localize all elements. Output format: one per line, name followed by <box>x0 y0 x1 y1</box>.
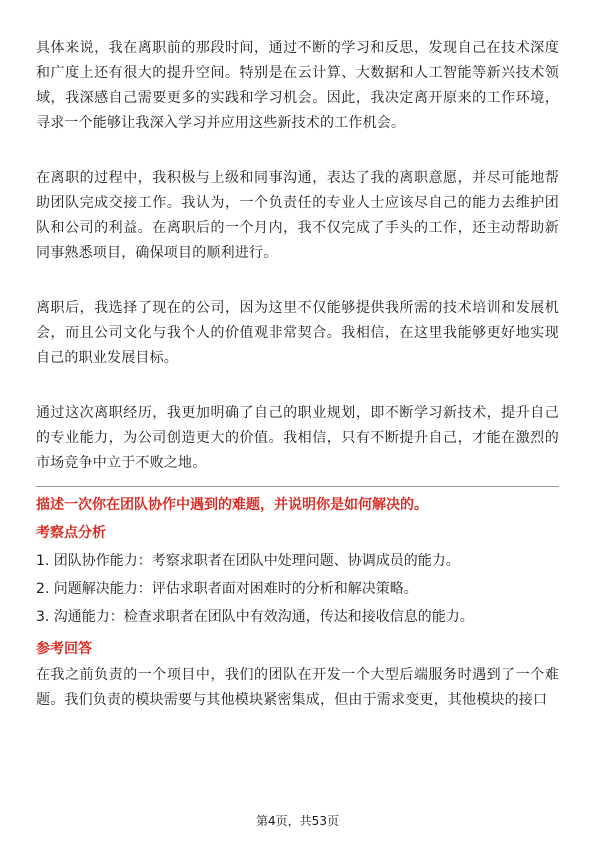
paragraph-4: 通过这次离职经历，我更加明确了自己的职业规划，即不断学习新技术，提升自己的专业能力，为公司创造更大的价值。我相信，只有不断提升自己，才能在激烈的市场竞争中立于不败之地。 <box>36 405 559 471</box>
paragraph-3: 离职后，我选择了现在的公司，因为这里不仅能够提供我所需的技术培训和发展机会，而且公司文化与我个人的价值观非常契合。我相信，在这里我能够更好地实现自己的职业发展目标。 <box>36 300 559 366</box>
analysis-item: 3. 沟通能力：检查求职者在团队中有效沟通，传达和接收信息的能力。 <box>36 609 474 625</box>
spacer <box>36 371 559 401</box>
reference-answer-text: 在我之前负责的一个项目中，我们的团队在开发一个大型后端服务时遇到了一个难题。我们负责的模块需要与其他模块紧密集成，但由于需求变更，其他模块的接口 <box>36 667 559 708</box>
page-content <box>36 36 559 713</box>
spacer <box>36 136 559 166</box>
analysis-item: 1. 团队协作能力：考察求职者在团队中处理问题、协调成员的能力。 <box>36 553 460 569</box>
reference-answer-heading: 参考回答 <box>36 641 92 657</box>
paragraph-2: 在离职的过程中，我积极与上级和同事沟通，表达了我的离职意愿，并尽可能地帮助团队完成交接工作。我认为，一个负责任的专业人士应该尽自己的能力去维护团队和公司的利益。在离职后的一个月内，我不仅完成了手头的工作，还主动帮助新同事熟悉项目，确保项目的顺利进行。 <box>36 170 559 261</box>
analysis-heading: 考察点分析 <box>36 525 106 541</box>
page-number: 第4页，共53页 <box>256 814 339 828</box>
paragraph-1: 具体来说，我在离职前的那段时间，通过不断的学习和反思，发现自己在技术深度和广度上还有很大的提升空间。特别是在云计算、大数据和人工智能等新兴技术领域，我深感自己需要更多的实践和学习机会。因此，我决定离开原来的工作环境，寻求一个能够让我深入学习并应用这些新技术的工作机会。 <box>36 40 559 131</box>
interview-question: 描述一次你在团队协作中遇到的难题，并说明你是如何解决的。 <box>36 497 428 513</box>
section-divider <box>36 486 559 487</box>
analysis-item: 2. 问题解决能力：评估求职者面对困难时的分析和解决策略。 <box>36 581 418 597</box>
spacer <box>36 266 559 296</box>
